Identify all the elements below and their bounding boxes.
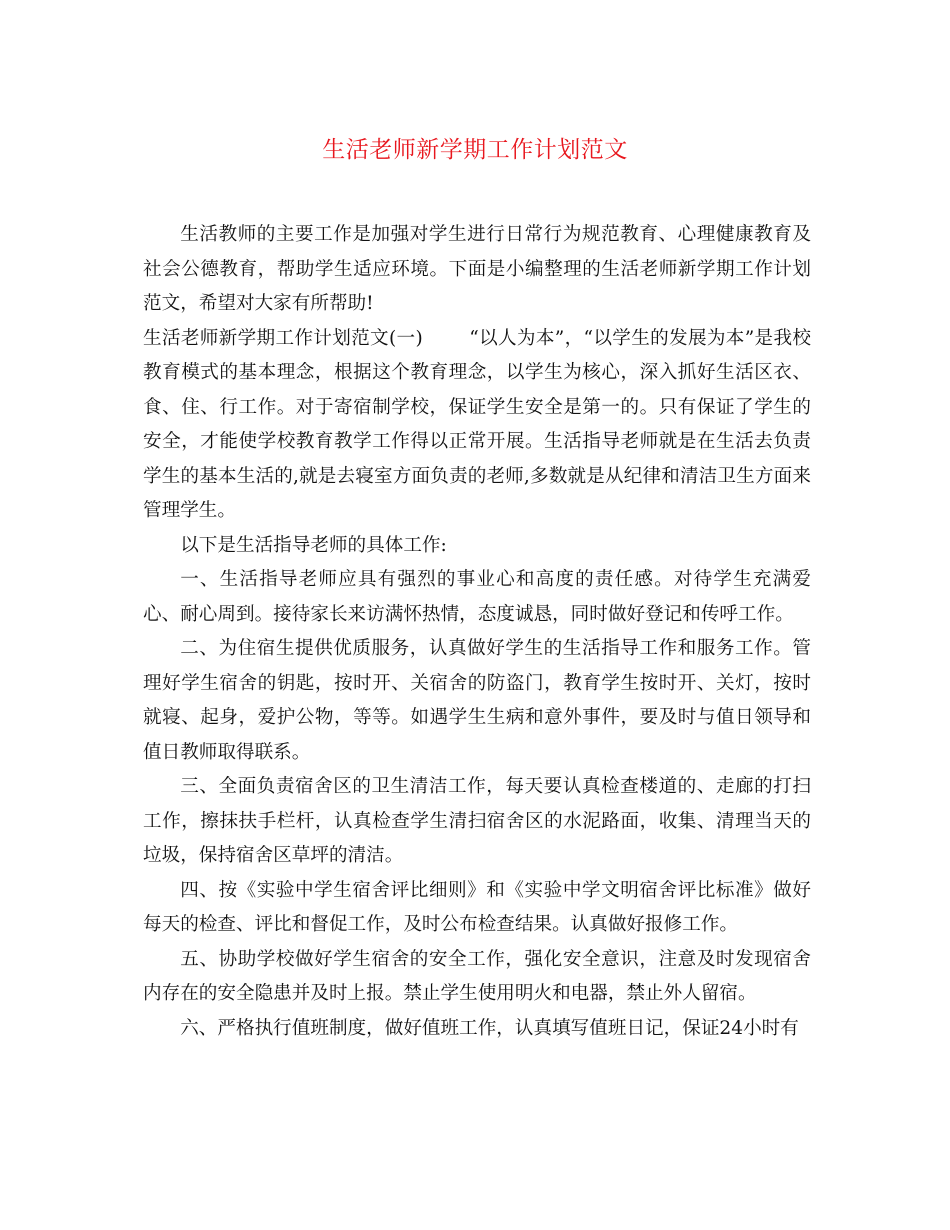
duties-intro-paragraph: 以下是生活指导老师的具体工作: (180, 534, 447, 556)
document-title: 生活老师新学期工作计划范文 (322, 137, 628, 163)
duty-item-3: 三、全面负责宿舍区的卫生清洁工作，每天要认真检查楼道的、走廊的打扫工作，擦抹扶手栏杆，认真检查学生清扫宿舍区的水泥路面，收集、清理当天的垃圾，保持宿舍区草坪的清洁。 (143, 776, 811, 866)
duty-item-5: 五、协助学校做好学生宿舍的安全工作，强化安全意识，注意及时发现宿舍内存在的安全隐患并及时上报。禁止学生使用明火和电器，禁止外人留宿。 (143, 948, 811, 1004)
section-heading: 生活老师新学期工作计划范文(一) (143, 327, 423, 349)
document-body (143, 218, 811, 1046)
duty-item-4: 四、按《实验中学生宿舍评比细则》和《实验中学文明宿舍评比标准》做好每天的检查、评比和督促工作，及时公布检查结果。认真做好报修工作。 (143, 879, 811, 935)
intro-paragraph: 生活教师的主要工作是加强对学生进行日常行为规范教育、心理健康教育及社会公德教育，帮助学生适应环境。下面是小编整理的生活老师新学期工作计划范文，希望对大家有所帮助! (143, 224, 811, 314)
duty-item-1: 一、生活指导老师应具有强烈的事业心和高度的责任感。对待学生充满爱心、耐心周到。接待家长来访满怀热情，态度诚恳，同时做好登记和传呼工作。 (143, 569, 811, 625)
duty-item-6: 六、严格执行值班制度，做好值班工作，认真填写值班日记，保证24小时有 (180, 1017, 799, 1039)
duty-item-2: 二、为住宿生提供优质服务，认真做好学生的生活指导工作和服务工作。管理好学生宿舍的钥匙，按时开、关宿舍的防盗门，教育学生按时开、关灯，按时就寝、起身，爱护公物，等等。如遇学生生病和意外事件，要及时与值日领导和值日教师取得联系。 (143, 638, 811, 763)
section-lead-text: “以人为本”，“以学生的发展为本”是我校教育模式的基本理念，根据这个教育理念，以学生为核心，深入抓好生活区衣、食、住、行工作。对于寄宿制学校，保证学生安全是第一的。只有保证了学生的安全，才能使学校教育教学工作得以正常开展。生活指导老师就是在生活去负责学生的基本生活的,就是去寝室方面负责的老师,多数就是从纪律和清洁卫生方面来管理学生。 (143, 327, 811, 521)
section-paragraph (143, 322, 811, 529)
